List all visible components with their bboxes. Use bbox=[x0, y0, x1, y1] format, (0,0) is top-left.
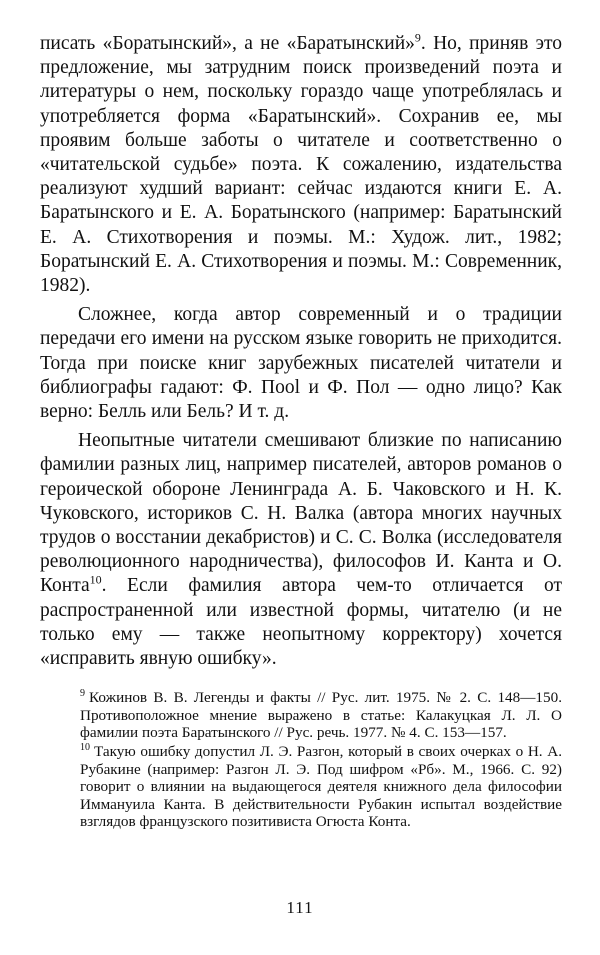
paragraph-1-text-start: писать «Боратынский», а не «Баратынский» bbox=[40, 33, 415, 54]
paragraph-3-text-start: Неопытные читатели смешивают близкие по написанию фамилии разных лиц, например писателей, авторов романов о героической обороне Ленинграда А. Б. Чаковского и Н. К. Чуковского, историков С. Н. Валка (автора многих научных трудов о восстании декабристов) и С. С. Волка (исследователя революционного народничества), философов И. Канта и О. Конта bbox=[40, 430, 562, 597]
footnote-10-text: Такую ошибку допустил Л. Э. Разгон, который в своих очерках о Н. А. Рубакине (например: Разгон Л. Э. Под шифром «Рб». М., 1966. С. 92) говорит о влиянии на выдающегося деятеля книжного дела философии Иммануила Канта. В действительности Рубакин испытал воздействие взглядов французского позитивиста Огюста Конта. bbox=[80, 743, 562, 831]
footnote-9 bbox=[80, 689, 562, 742]
footnote-9-number: 9 bbox=[80, 688, 85, 700]
page-number: 111 bbox=[286, 898, 314, 917]
footnote-10-number: 10 bbox=[80, 742, 90, 753]
footnote-ref-9: 9 bbox=[414, 30, 421, 45]
paragraph-2: Сложнее, когда автор современный и о традиции передачи его имени на русском языке говорить не приходится. Тогда при поиске книг зарубежных писателей читатели и библиографы гадают: Ф. Пool и Ф. Пол — одно лицо? Как верно: Белль или Бель? И т. д. bbox=[40, 304, 562, 423]
footnote-ref-10: 10 bbox=[89, 572, 102, 587]
footnote-9-text: Кожинов В. В. Легенды и факты // Рус. лит. 1975. № 2. С. 148—150. Противоположное мнение выражено в статье: Калакуцкая Л. Л. О фамилии поэта Баратынского // Рус. речь. 1977. № 4. С. 153—157. bbox=[80, 689, 562, 742]
page-body bbox=[40, 32, 562, 831]
paragraph-3-text-end: . Если фамилия автора чем-то отличается от распространенной или известной формы, читателю (и не только ему — также неопытному корректору) хочется «исправить явную ошибку». bbox=[40, 575, 562, 670]
paragraph-1-text-end: . Но, приняв это предложение, мы затрудним поиск произведений поэта и литературы о нем, поскольку гораздо чаще употреблялась и употребляется форма «Баратынский». Сохранив ее, мы проявим больше заботы о читателе и соответственно о «читательской судьбе» поэта. К сожалению, издательства реализуют худший вариант: сейчас издаются книги Е. А. Баратынского и Е. А. Боратынского (например: Баратынский Е. А. Стихотворения и поэмы. М.: Худож. лит., 1982; Боратынский Е. А. Стихотворения и поэмы. М.: Современник, 1982). bbox=[40, 33, 563, 297]
paragraph-1 bbox=[40, 32, 562, 298]
footnote-10 bbox=[80, 743, 562, 831]
footnotes bbox=[40, 689, 562, 831]
paragraph-3 bbox=[40, 429, 562, 671]
